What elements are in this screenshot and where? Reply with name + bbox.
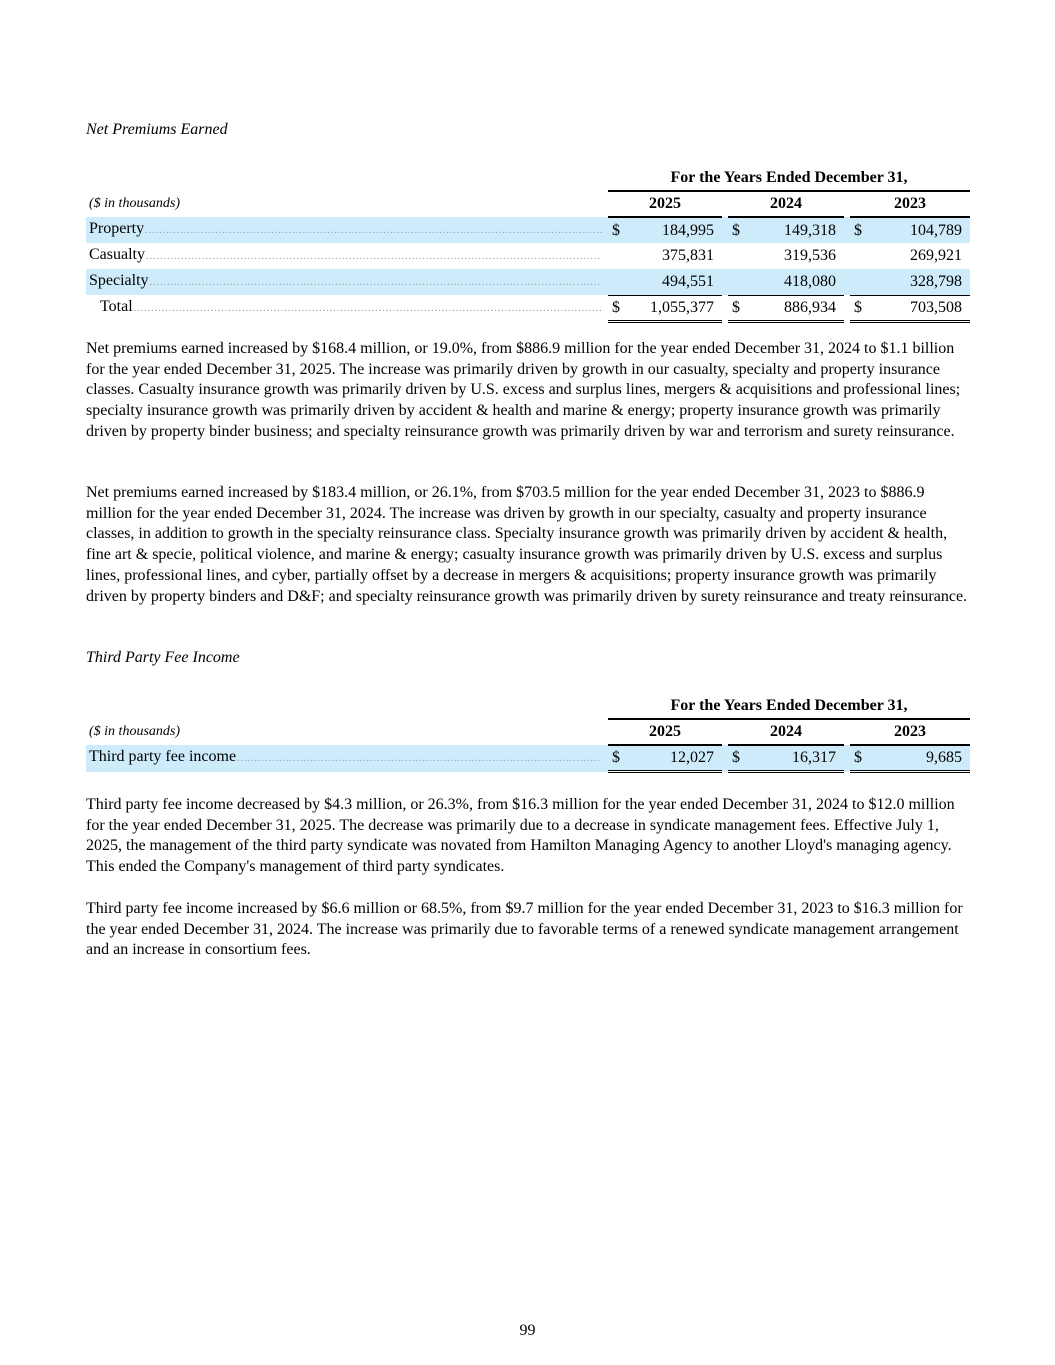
currency-symbol <box>608 243 626 269</box>
table-period-header: For the Years Ended December 31, <box>608 166 970 191</box>
currency-symbol <box>728 269 746 295</box>
row-label: Casualty <box>89 246 145 263</box>
table-header-row <box>86 166 970 191</box>
section-title-net-premiums: Net Premiums Earned <box>86 121 228 138</box>
currency-symbol: $ <box>850 745 868 772</box>
cell-value: 328,798 <box>868 269 970 295</box>
cell-value: 104,789 <box>868 217 970 243</box>
section-title-third-party: Third Party Fee Income <box>86 649 240 666</box>
currency-symbol: $ <box>850 217 868 243</box>
row-label: Specialty <box>89 272 149 289</box>
table-row <box>86 217 970 243</box>
year-header: 2025 <box>608 719 722 745</box>
cell-value: 418,080 <box>746 269 844 295</box>
row-label: Total <box>100 298 133 315</box>
currency-symbol: $ <box>728 217 746 243</box>
net-premiums-table <box>86 166 970 323</box>
currency-symbol <box>850 269 868 295</box>
row-label: Property <box>89 220 145 237</box>
table-row <box>86 269 970 295</box>
page-number: 99 <box>519 1322 536 1339</box>
year-header: 2023 <box>850 191 970 217</box>
cell-value: 703,508 <box>868 295 970 321</box>
currency-symbol <box>608 269 626 295</box>
currency-symbol: $ <box>850 295 868 321</box>
row-label: Third party fee income <box>89 748 237 766</box>
currency-symbol <box>850 243 868 269</box>
currency-symbol: $ <box>728 295 746 321</box>
currency-symbol: $ <box>608 745 626 772</box>
table-row <box>86 243 970 269</box>
cell-value: 886,934 <box>746 295 844 321</box>
third-party-fee-table <box>86 694 970 773</box>
cell-value: 1,055,377 <box>626 295 722 321</box>
year-header: 2024 <box>728 719 844 745</box>
paragraph: Net premiums earned increased by $168.4 million, or 19.0%, from $886.9 million for the year ended December 31, 2024 to $1.1 billion for the year ended December 31, 2025. The increase was primarily driven by growth in our casualty, specialty and property insurance classes. Casualty insurance growth was primarily driven by U.S. excess and surplus lines, mergers & acquisitions and professional lines; specialty insurance growth was primarily driven by accident & health and marine & energy; property insurance growth was primarily driven by property binder business; and specialty reinsurance growth was primarily driven by war and terrorism and surety reinsurance. <box>86 340 961 440</box>
year-header: 2024 <box>728 191 844 217</box>
cell-value: 149,318 <box>746 217 844 243</box>
cell-value: 16,317 <box>746 745 844 772</box>
cell-value: 9,685 <box>868 745 970 772</box>
paragraph: Third party fee income increased by $6.6 million or 68.5%, from $9.7 million for the year ended December 31, 2023 to $16.3 million for the year ended December 31, 2024. The increase was primarily due to favorable terms of a renewed syndicate management arrangement and an increase in consortium fees. <box>86 900 963 959</box>
currency-symbol: $ <box>608 295 626 321</box>
table-years-row <box>86 191 970 217</box>
cell-value: 269,921 <box>910 247 962 264</box>
cell-value: 494,551 <box>626 269 722 295</box>
table-row <box>86 745 970 772</box>
paragraph: Net premiums earned increased by $183.4 million, or 26.1%, from $703.5 million for the year ended December 31, 2023 to $886.9 million for the year ended December 31, 2024. The increase was driven by growth in our specialty, casualty and property insurance classes, in addition to growth in the specialty reinsurance class. Specialty insurance growth was primarily driven by accident & health, fine art & specie, political violence, and marine & energy; casualty insurance growth was primarily driven by U.S. excess and surplus lines, professional lines, and cyber, partially offset by a decrease in mergers & acquisitions; property insurance growth was primarily driven by property binders and D&F; and specialty reinsurance growth was primarily driven by surety reinsurance and treaty reinsurance. <box>86 484 968 605</box>
cell-value: 12,027 <box>626 745 722 772</box>
units-label: ($ in thousands) <box>89 724 180 739</box>
year-header: 2025 <box>608 191 722 217</box>
table-years-row <box>86 719 970 745</box>
table-header-row <box>86 694 970 719</box>
cell-value: 375,831 <box>662 247 714 264</box>
cell-value: 319,536 <box>784 247 836 264</box>
currency-symbol: $ <box>728 745 746 772</box>
paragraph: Third party fee income decreased by $4.3 million, or 26.3%, from $16.3 million for the year ended December 31, 2024 to $12.0 million for the year ended December 31, 2025. The decrease was primarily due to a decrease in syndicate management fees. Effective July 1, 2025, the management of the third party syndicate was novated from Hamilton Managing Agency to another Lloyd's managing agency. This ended the Company's management of third party syndicates. <box>86 796 955 876</box>
cell-value: 184,995 <box>626 217 722 243</box>
currency-symbol <box>728 243 746 269</box>
table-period-header: For the Years Ended December 31, <box>608 694 970 719</box>
units-label: ($ in thousands) <box>89 196 180 211</box>
table-total-row <box>86 295 970 321</box>
year-header: 2023 <box>850 719 970 745</box>
currency-symbol: $ <box>608 217 626 243</box>
